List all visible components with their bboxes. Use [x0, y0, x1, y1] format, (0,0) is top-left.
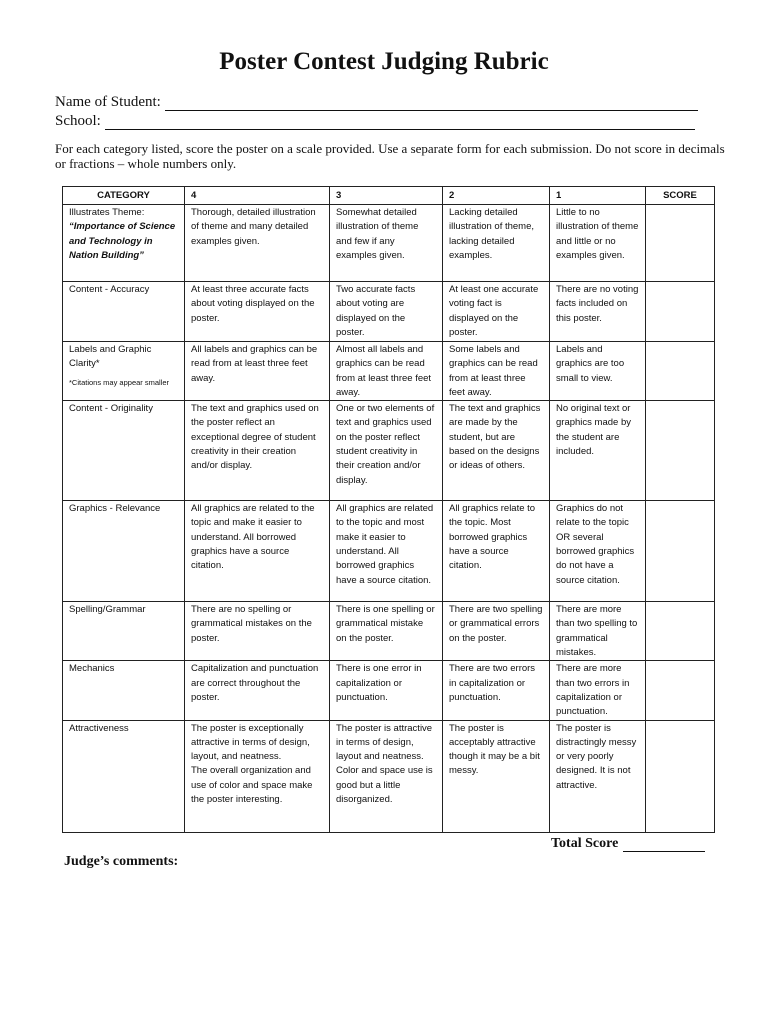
cell-1: There are more than two spelling to grammatical mistakes. — [550, 602, 646, 661]
cell-2: Some labels and graphics can be read from at least three feet away. — [443, 342, 550, 401]
cell-2: There are two spelling or grammatical errors on the poster. — [443, 602, 550, 661]
student-name-label: Name of Student: — [55, 94, 161, 110]
score-cell[interactable] — [646, 720, 715, 832]
category-label: Spelling/Grammar — [63, 602, 185, 661]
instructions: For each category listed, score the poster on a scale provided. Use a separate form for each submission. Do not score in decimals or fractions – whole numbers only. — [55, 141, 725, 171]
cell-1: Labels and graphics are too small to view. — [550, 342, 646, 401]
cell-2: At least one accurate voting fact is displayed on the poster. — [443, 282, 550, 342]
cell-3: There is one spelling or grammatical mistake on the poster. — [330, 602, 443, 661]
cell-3-text: The poster is attractive in terms of design, layout and neatness. — [336, 722, 433, 763]
table-row — [63, 501, 715, 602]
page-title: Poster Contest Judging Rubric — [219, 48, 549, 75]
table-row — [63, 205, 715, 282]
school-field[interactable] — [55, 113, 695, 130]
category-label: Content - Accuracy — [63, 282, 185, 342]
header-3: 3 — [330, 187, 443, 205]
cell-3 — [330, 720, 443, 832]
score-cell[interactable] — [646, 602, 715, 661]
cell-3-text-extra: Color and space use is good but a little disorganized. — [336, 765, 433, 806]
category-label: Mechanics — [63, 661, 185, 720]
judge-comments-label: Judge’s comments: — [64, 854, 179, 869]
category-label: Labels and Graphic Clarity* — [69, 344, 152, 370]
cell-1: There are more than two errors in capitalization or punctuation. — [550, 661, 646, 720]
student-name-blank[interactable] — [165, 96, 698, 111]
table-row — [63, 720, 715, 832]
citation-note: *Citations may appear smaller — [69, 377, 170, 387]
table-row — [63, 342, 715, 401]
theme-text: “Importance of Science and Technology in Nation Building” — [69, 221, 176, 261]
cell-2: All graphics relate to the topic. Most borrowed graphics have a source citation. — [443, 501, 550, 602]
cell-1: The poster is distractingly messy or very poorly designed. It is not attractive. — [550, 720, 646, 832]
cell-3: Somewhat detailed illustration of theme and few if any examples given. — [330, 205, 443, 282]
table-row — [63, 401, 715, 501]
school-blank[interactable] — [105, 115, 695, 130]
cell-3: Almost all labels and graphics can be read from at least three feet away. — [330, 342, 443, 401]
cell-4: All graphics are related to the topic and make it easier to understand. All borrowed graphics have a source citation. — [185, 501, 330, 602]
total-score — [551, 836, 705, 852]
student-name-field[interactable] — [55, 94, 698, 111]
school-label: School: — [55, 113, 101, 129]
total-score-label: Total Score — [551, 836, 619, 851]
cell-4: Capitalization and punctuation are correct throughout the poster. — [185, 661, 330, 720]
category-label: Illustrates Theme: — [69, 207, 145, 218]
cell-4: All labels and graphics can be read from at least three feet away. — [185, 342, 330, 401]
cell-1: No original text or graphics made by the student are included. — [550, 401, 646, 501]
cell-2: Lacking detailed illustration of theme, lacking detailed examples. — [443, 205, 550, 282]
cell-2: The text and graphics are made by the student, but are based on the designs or ideas of others. — [443, 401, 550, 501]
total-score-blank[interactable] — [623, 839, 705, 852]
category-label: Graphics - Relevance — [63, 501, 185, 602]
score-cell[interactable] — [646, 342, 715, 401]
table-row — [63, 661, 715, 720]
cell-2: The poster is acceptably attractive though it may be a bit messy. — [443, 720, 550, 832]
category-cell — [63, 342, 185, 401]
score-cell[interactable] — [646, 401, 715, 501]
cell-4-text: The poster is exceptionally attractive in terms of design, layout, and neatness. — [191, 722, 310, 763]
cell-4: Thorough, detailed illustration of theme and many detailed examples given. — [185, 205, 330, 282]
cell-4: There are no spelling or grammatical mistakes on the poster. — [185, 602, 330, 661]
category-label: Content - Originality — [63, 401, 185, 501]
cell-3: Two accurate facts about voting are displayed on the poster. — [330, 282, 443, 342]
cell-4: At least three accurate facts about voting displayed on the poster. — [185, 282, 330, 342]
cell-4 — [185, 720, 330, 832]
score-cell[interactable] — [646, 661, 715, 720]
header-1: 1 — [550, 187, 646, 205]
header-row — [63, 187, 715, 205]
score-cell[interactable] — [646, 501, 715, 602]
score-cell[interactable] — [646, 205, 715, 282]
cell-3: One or two elements of text and graphics used on the poster reflect student creativity in their creation and/or display. — [330, 401, 443, 501]
header-2: 2 — [443, 187, 550, 205]
category-label: Attractiveness — [63, 720, 185, 832]
score-cell[interactable] — [646, 282, 715, 342]
cell-1: There are no voting facts included on this poster. — [550, 282, 646, 342]
header-category: CATEGORY — [63, 187, 185, 205]
table-row — [63, 602, 715, 661]
cell-1: Little to no illustration of theme and little or no examples given. — [550, 205, 646, 282]
cell-1: Graphics do not relate to the topic OR several borrowed graphics do not have a source citation. — [550, 501, 646, 602]
header-4: 4 — [185, 187, 330, 205]
header-score: SCORE — [646, 187, 715, 205]
cell-4: The text and graphics used on the poster reflect an exceptional degree of student creativity in their creation and/or display. — [185, 401, 330, 501]
rubric-table — [62, 186, 715, 833]
cell-3: All graphics are related to the topic and most make it easier to understand. All borrowed graphics have a source citation. — [330, 501, 443, 602]
cell-4-text-extra: The overall organization and use of color and space make the poster interesting. — [191, 765, 313, 806]
table-row — [63, 282, 715, 342]
cell-3: There is one error in capitalization or punctuation. — [330, 661, 443, 720]
cell-2: There are two errors in capitalization or punctuation. — [443, 661, 550, 720]
category-cell — [63, 205, 185, 282]
